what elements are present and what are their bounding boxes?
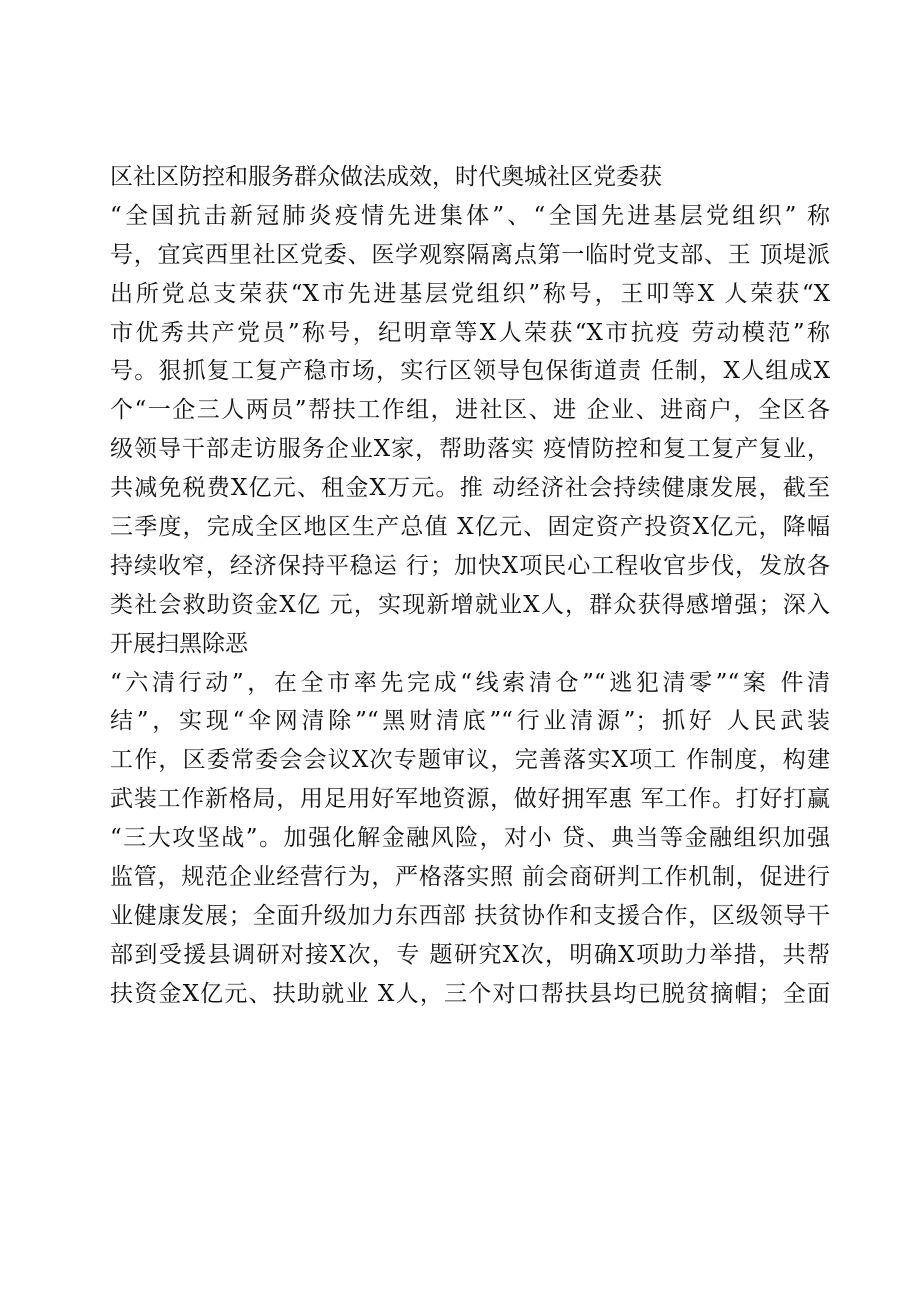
text-line-22: 扶资金X亿元、扶助就业 X人，三个对口帮扶县均已脱贫摘帽；全面 [110,980,830,1007]
text-line-7: 个“一企三人两员”帮扶工作组，进社区、进 企业、进商户，全区各 [110,397,830,424]
text-line-10: 三季度，完成全区地区生产总值 X亿元、固定资产投资X亿元，降幅 [110,514,830,541]
body-text [110,158,830,1014]
text-line-18: “三大攻坚战”。加强化解金融风险，对小 贷、典当等金融组织加强 [110,825,830,852]
text-line-3: 号，宜宾西里社区党委、医学观察隔离点第一临时党支部、王 顶堤派 [110,241,830,268]
text-line-17: 武装工作新格局，用足用好军地资源，做好拥军惠 军工作。打好打赢 [110,786,830,813]
text-line-4: 出所党总支荣获“X市先进基层党组织”称号，王叩等X 人荣获“X [110,280,830,307]
text-line-21: 部到受援县调研对接X次，专 题研究X次，明确X项助力举措，共帮 [110,941,830,968]
text-line-15: 结”，实现“伞网清除”“黑财清底”“行业清源”；抓好 人民武装 [110,708,830,735]
text-line-6: 号。狠抓复工复产稳市场，实行区领导包保街道责 任制，X人组成X [110,358,830,385]
text-line-19: 监管，规范企业经营行为，严格落实照 前会商研判工作机制，促进行 [110,864,830,891]
text-line-14: “六清行动”，在全市率先完成“线索清仓”“逃犯清零”“案 件清 [110,669,830,696]
text-line-8: 级领导干部走访服务企业X家，帮助落实 疫情防控和复工复产复业， [110,436,830,463]
text-line-16: 工作，区委常委会会议X次专题审议，完善落实X项工 作制度，构建 [110,747,830,774]
text-line-2: “全国抗击新冠肺炎疫情先进集体”、“全国先进基层党组织” 称 [110,202,830,229]
text-line-9: 共减免税费X亿元、租金X万元。推 动经济社会持续健康发展，截至 [110,475,830,502]
text-line-5: 市优秀共产党员”称号，纪明章等X人荣获“X市抗疫 劳动模范”称 [110,319,830,346]
text-line-20: 业健康发展；全面升级加力东西部 扶贫协作和支援合作，区级领导干 [110,902,830,929]
text-line-12: 类社会救助资金X亿 元，实现新增就业X人，群众获得感增强；深入 [110,591,830,618]
text-line-13: 开展扫黑除恶 [110,630,248,657]
text-line-11: 持续收窄，经济保持平稳运 行；加快X项民心工程收官步伐，发放各 [110,552,830,579]
text-line-1: 区社区防控和服务群众做法成效，时代奥城社区党委获 [110,164,662,190]
